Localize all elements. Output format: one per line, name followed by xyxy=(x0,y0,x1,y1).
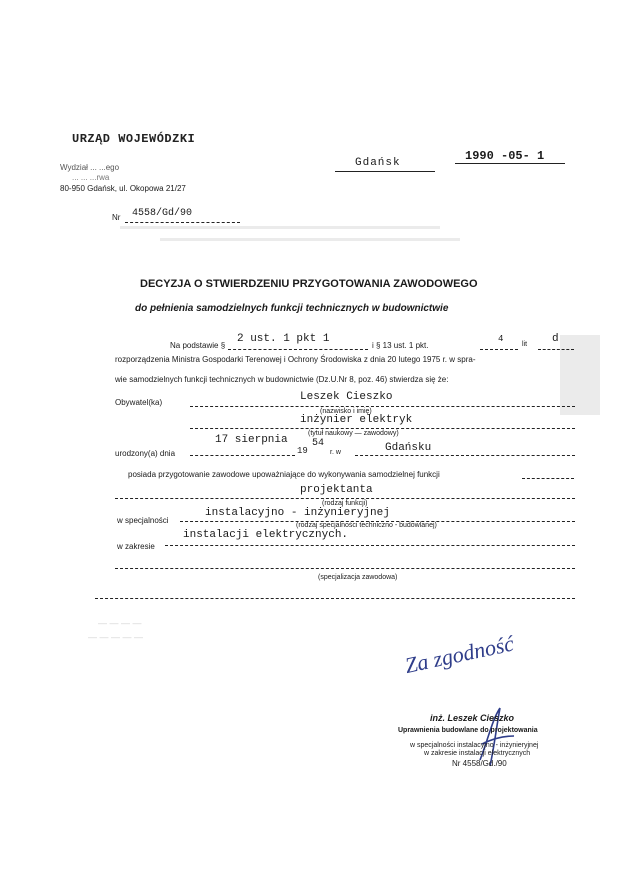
born-r: r. w xyxy=(330,449,341,456)
name-underline xyxy=(190,406,575,407)
name-caption: (nazwisko i imię) xyxy=(320,408,372,415)
born-place: Gdańsku xyxy=(385,442,432,454)
basis-prefix: Na podstawie § xyxy=(170,341,226,350)
basis-lit: d xyxy=(552,333,559,345)
scope-underline xyxy=(165,545,575,546)
function-value: projektanta xyxy=(300,484,373,496)
scan-artifact xyxy=(120,226,440,229)
number-underline xyxy=(125,222,240,223)
stamp-bleed: — — — — xyxy=(98,618,142,628)
lit-label: lit xyxy=(522,341,528,348)
degree-underline xyxy=(190,428,575,429)
issue-date: 1990 -05- 1 xyxy=(465,149,545,163)
department-line: ... ... ...rwa xyxy=(72,173,110,182)
intro-underline xyxy=(522,478,574,479)
degree-caption: (tytuł naukowy — zawodowy) xyxy=(308,430,399,437)
document-subtitle: do pełnienia samodzielnych funkcji technicznych w budownictwie xyxy=(135,303,449,314)
basis-pkt: 4 xyxy=(498,334,504,344)
basis-text: wie samodzielnych funkcji technicznych w budownictwie (Dz.U.Nr 8, poz. 46) stwierdza się że: xyxy=(115,375,449,384)
date-underline xyxy=(455,163,565,164)
handwritten-certification: Za zgodność xyxy=(402,630,516,679)
stamp-name: inż. Leszek Cieszko xyxy=(430,713,515,723)
citizen-label: Obywatel(ka) xyxy=(115,398,163,407)
function-underline xyxy=(115,498,575,499)
born-label: urodzony(a) dnia xyxy=(115,449,176,458)
document-title: DECYZJA O STWIERDZENIU PRZYGOTOWANIA ZAWODOWEGO xyxy=(140,278,478,290)
born-year-prefix: 19 xyxy=(297,446,308,456)
number-label: Nr xyxy=(112,213,121,222)
basis-paragraph: 2 ust. 1 pkt 1 xyxy=(237,333,330,345)
office-address: 80-950 Gdańsk, ul. Okopowa 21/27 xyxy=(60,184,186,193)
citizen-name: Leszek Cieszko xyxy=(300,391,393,403)
basis-text: rozporządzenia Ministra Gospodarki Terenowej i Ochrony Środowiska z dnia 20 lutego 1975 r. w spra- xyxy=(115,355,476,364)
born-place-underline xyxy=(355,455,575,456)
born-date-underline xyxy=(190,455,295,456)
pkt-underline xyxy=(480,349,518,350)
document-number: 4558/Gd/90 xyxy=(132,208,193,219)
qualification-intro: posiada przygotowanie zawodowe upoważniające do wykonywania samodzielnej funkcji xyxy=(128,470,440,479)
born-day-month: 17 sierpnia xyxy=(215,434,288,446)
closing-rule xyxy=(95,598,575,599)
scope-value: instalacji elektrycznych. xyxy=(183,529,349,541)
city-underline xyxy=(335,171,435,172)
basis-middle: i § 13 ust. 1 pkt. xyxy=(372,341,429,350)
stamp-number: Nr 4558/Gd./90 xyxy=(452,759,507,768)
lit-underline xyxy=(538,349,574,350)
specialty-caption: (rodzaj specjalności techniczno - budowlanej) xyxy=(296,522,437,529)
function-caption: (rodzaj funkcji) xyxy=(322,500,368,507)
paragraph-underline xyxy=(228,349,368,350)
department-line: Wydział ... ...ego xyxy=(60,163,120,172)
specialty-label: w specjalności xyxy=(117,516,169,525)
citizen-degree: inżynier elektryk xyxy=(300,414,413,426)
stamp-bleed: — — — — — xyxy=(88,632,144,642)
specialty-value: instalacyjno - inżynieryjnej xyxy=(205,507,390,519)
office-name: URZĄD WOJEWÓDZKI xyxy=(72,132,196,146)
scan-artifact xyxy=(160,238,460,241)
stamp-line: w specjalności instalacyjno - inżynieryjnej xyxy=(410,742,539,749)
scope-label: w zakresie xyxy=(117,542,155,551)
stamp-line: Uprawnienia budowlane do projektowania xyxy=(398,727,538,734)
scope-caption: (specjalizacja zawodowa) xyxy=(318,574,398,581)
issue-city: Gdańsk xyxy=(355,157,401,169)
scope-underline-2 xyxy=(115,568,575,569)
scan-artifact xyxy=(560,335,600,415)
stamp-line: w zakresie instalacji elektrycznych xyxy=(424,750,531,757)
born-year-suffix: 54 xyxy=(312,438,325,449)
